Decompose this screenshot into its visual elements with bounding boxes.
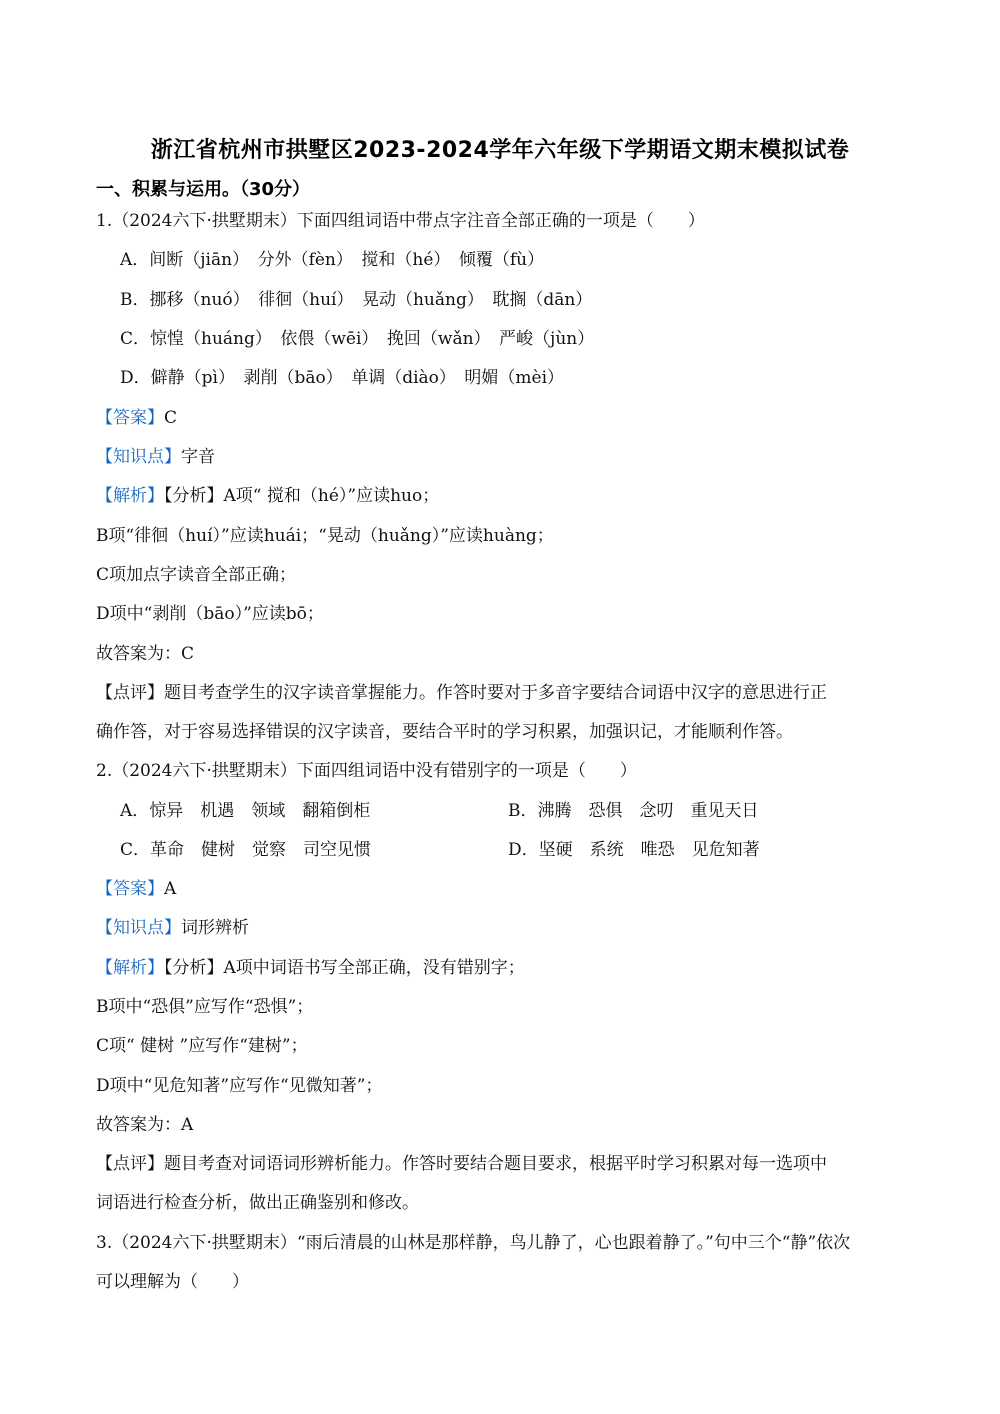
analysis-tag: 【解析】 — [96, 486, 164, 506]
question-1-comment: 确作答，对于容易选择错误的汉字读音，要结合平时的学习积累，加强识记，才能顺利作答。 — [96, 722, 793, 742]
knowledge-point-tag: 【知识点】 — [96, 447, 181, 467]
analysis-tag: 【解析】 — [96, 958, 164, 978]
question-1-analysis-line: C项加点字读音全部正确； — [96, 565, 297, 585]
question-1-option-c: C．惊惶（huáng） 依偎（wēi） 挽回（wǎn） 严峻（jùn） — [120, 329, 595, 349]
question-1-stem: 1.（2024六下·拱墅期末）下面四组词语中带点字注音全部正确的一项是（ ） — [96, 211, 705, 231]
question-2-option-a: A．惊异 机遇 领域 翻箱倒柜 — [120, 801, 371, 821]
question-2-analysis-line: D项中“见危知著”应写作“见微知著”； — [96, 1076, 383, 1096]
answer-tag: 【答案】 — [96, 408, 164, 428]
question-2-comment: 【点评】题目考查对词语词形辨析能力。作答时要结合题目要求，根据平时学习积累对每一选项中 — [96, 1154, 827, 1174]
question-1-analysis-line: B项“徘徊（huí）”应读huái；“晃动（huǎng）”应读huàng； — [96, 526, 554, 546]
question-2-option-c: C．革命 健树 觉察 司空见惯 — [120, 840, 372, 860]
question-2-answer — [96, 877, 176, 901]
question-2-analysis-line: C项“ 健树 ”应写作“建树”； — [96, 1036, 308, 1056]
question-1-option-d: D．僻静（pì） 剥削（bāo） 单调（diào） 明媚（mèi） — [120, 368, 565, 388]
question-1-conclusion: 故答案为：C — [96, 644, 195, 664]
exam-title: 浙江省杭州市拱墅区2023-2024学年六年级下学期语文期末模拟试卷 — [150, 138, 850, 163]
knowledge-point-tag: 【知识点】 — [96, 918, 181, 938]
answer-tag: 【答案】 — [96, 879, 164, 899]
question-2-analysis-line: B项中“恐俱”应写作“恐惧”； — [96, 997, 314, 1017]
question-2-option-b: B．沸腾 恐俱 念叨 重见天日 — [508, 801, 759, 821]
knowledge-point-value: 词形辨析 — [181, 918, 249, 938]
question-1-option-b: B．挪移（nuó） 徘徊（huí） 晃动（huǎng） 耽搁（dān） — [120, 290, 593, 310]
question-2-analysis-line — [96, 956, 525, 980]
question-3-stem: 3.（2024六下·拱墅期末）“雨后清晨的山林是那样静，鸟儿静了，心也跟着静了。”句中三个“静”依次 — [96, 1233, 851, 1253]
section-heading: 一、积累与运用。（30分） — [96, 179, 311, 200]
answer-value: A — [164, 879, 177, 899]
question-1-analysis-line: D项中“剥削（bāo）”应读bō； — [96, 604, 324, 624]
question-1-knowledge-point — [96, 445, 215, 469]
answer-value: C — [164, 408, 178, 428]
question-1-answer — [96, 406, 177, 430]
question-2-stem: 2.（2024六下·拱墅期末）下面四组词语中没有错别字的一项是（ ） — [96, 761, 637, 781]
question-1-option-a: A．间断（jiān） 分外（fèn） 搅和（hé） 倾覆（fù） — [120, 250, 545, 270]
analysis-text: 【分析】A项“ 搅和（hé）”应读huo； — [164, 486, 440, 506]
question-2-conclusion: 故答案为：A — [96, 1115, 194, 1135]
question-2-knowledge-point — [96, 916, 249, 940]
question-1-comment: 【点评】题目考查学生的汉字读音掌握能力。作答时要对于多音字要结合词语中汉字的意思进行正 — [96, 683, 827, 703]
question-3-stem: 可以理解为（ ） — [96, 1272, 249, 1292]
question-1-analysis-line — [96, 484, 439, 508]
question-2-comment: 词语进行检查分析，做出正确鉴别和修改。 — [96, 1193, 419, 1213]
analysis-text: 【分析】A项中词语书写全部正确，没有错别字； — [164, 958, 525, 978]
knowledge-point-value: 字音 — [181, 447, 215, 467]
question-2-option-d: D．坚硬 系统 唯恐 见危知著 — [508, 840, 760, 860]
